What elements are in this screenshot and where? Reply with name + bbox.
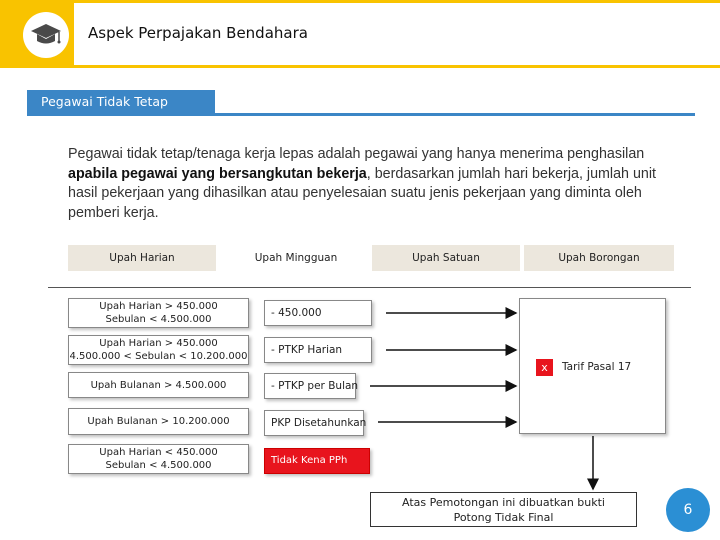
note-line: Atas Pemotongan ini dibuatkan bukti bbox=[402, 496, 605, 509]
paragraph-text-end: , berdasarkan jumlah hari bekerja, jumlah unit hasil pekerjaan yang dihasilkan atau penyelesaian suatu jenis pekerjaan yang diminta oleh pemberi kerja. bbox=[68, 165, 657, 221]
page-title: Aspek Perpajakan Bendahara bbox=[88, 24, 308, 42]
condition-line: Sebulan < 4.500.000 bbox=[105, 314, 212, 325]
section-tab: Pegawai Tidak Tetap bbox=[27, 90, 215, 114]
deduction-box-1: - 450.000 bbox=[264, 300, 372, 326]
deduction-box-2: - PTKP Harian bbox=[264, 337, 372, 363]
condition-line: Upah Harian > 450.000 bbox=[99, 338, 218, 349]
category-upah-harian: Upah Harian bbox=[68, 245, 216, 271]
condition-line: Sebulan < 4.500.000 bbox=[105, 460, 212, 471]
note-box bbox=[370, 492, 637, 527]
tariff-label: Tarif Pasal 17 bbox=[562, 361, 632, 373]
condition-line: Upah Harian > 450.000 bbox=[99, 301, 218, 312]
no-tax-box: Tidak Kena PPh bbox=[264, 448, 370, 474]
deduction-box-3: - PTKP per Bulan bbox=[264, 373, 356, 399]
page-number: 6 bbox=[666, 488, 710, 532]
condition-line: Upah Bulanan > 4.500.000 bbox=[90, 379, 227, 391]
multiply-icon: x bbox=[536, 359, 553, 376]
note-line: Potong Tidak Final bbox=[453, 511, 554, 524]
condition-line: Upah Bulanan > 10.200.000 bbox=[87, 416, 230, 427]
category-upah-borongan: Upah Borongan bbox=[524, 245, 674, 271]
condition-line: 4.500.000 < Sebulan < 10.200.000 bbox=[69, 351, 248, 362]
paragraph-text-start: Pegawai tidak tetap/tenaga kerja lepas adalah pegawai yang hanya menerima penghasilan bbox=[68, 146, 645, 162]
category-upah-satuan: Upah Satuan bbox=[372, 245, 520, 271]
category-upah-mingguan: Upah Mingguan bbox=[222, 245, 370, 271]
condition-line: Upah Harian < 450.000 bbox=[99, 447, 218, 458]
deduction-box-4: PKP Disetahunkan bbox=[264, 410, 364, 436]
paragraph-text-bold: apabila pegawai yang bersangkutan bekerja bbox=[68, 165, 367, 182]
